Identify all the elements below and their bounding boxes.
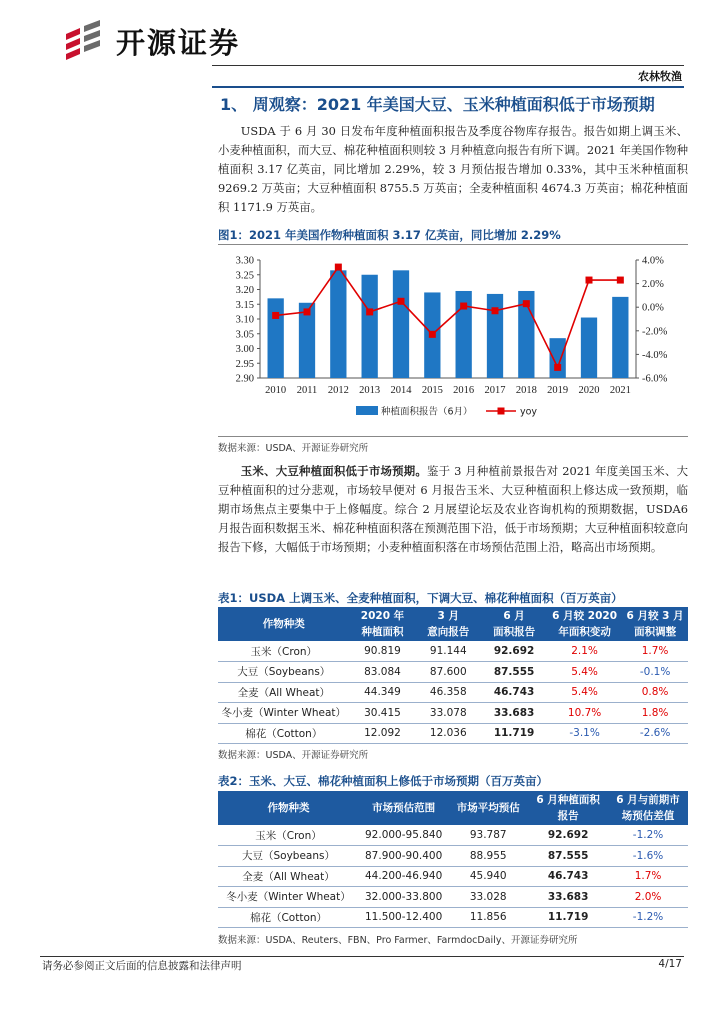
x-tick-label: 2021 — [609, 385, 631, 396]
table-cell: 33.683 — [528, 887, 608, 908]
table-cell: 90.819 — [350, 641, 416, 662]
table-cell: 2.0% — [608, 887, 688, 908]
right-tick-label: -4.0% — [642, 349, 668, 361]
x-tick-label: 2010 — [265, 385, 287, 396]
table-cell: 32.000-33.800 — [359, 887, 448, 908]
paragraph-lead: 玉米、大豆种植面积低于市场预期。 — [240, 464, 428, 478]
bar-2014 — [393, 270, 409, 378]
table2-header-0: 作物种类 — [218, 791, 359, 825]
left-tick-label: 2.90 — [235, 373, 254, 385]
table-row — [218, 907, 688, 928]
table-cell: 92.692 — [528, 825, 608, 846]
x-tick-label: 2018 — [515, 385, 537, 396]
table-cell: 87.600 — [415, 662, 481, 683]
legend-label-bar: 种植面积报告（6月） — [381, 406, 473, 418]
yoy-point-2011 — [304, 308, 311, 315]
table-cell: 92.000-95.840 — [359, 825, 448, 846]
table-cell: 11.719 — [481, 723, 547, 744]
table-cell: -1.2% — [608, 825, 688, 846]
table1-header-row — [218, 607, 688, 641]
yoy-point-2016 — [460, 303, 467, 310]
bar-2020 — [581, 318, 597, 378]
footer-rule — [40, 956, 684, 957]
yoy-point-2014 — [398, 298, 405, 305]
table1-header-4: 6 月较 2020 年面积变动 — [547, 607, 622, 641]
table1-header-5: 6 月较 3 月 面积调整 — [622, 607, 688, 641]
table-cell: 88.955 — [448, 846, 528, 867]
table-cell: 91.144 — [415, 641, 481, 662]
legend-swatch-bar — [356, 406, 378, 415]
table2-header-row — [218, 791, 688, 825]
table2 — [218, 791, 688, 928]
table-cell: 46.358 — [415, 682, 481, 703]
yoy-point-2019 — [554, 364, 561, 371]
table-cell: 45.940 — [448, 866, 528, 887]
table1-header-2: 3 月 意向报告 — [415, 607, 481, 641]
table-cell: 11.856 — [448, 907, 528, 928]
x-tick-label: 2014 — [390, 385, 412, 396]
table-cell: 33.078 — [415, 703, 481, 724]
x-axis-ticks — [265, 385, 631, 396]
yoy-point-2010 — [272, 312, 279, 319]
table-cell: -2.6% — [622, 723, 688, 744]
yoy-point-2017 — [492, 307, 499, 314]
left-tick-label: 3.20 — [235, 285, 254, 296]
footer-disclaimer: 请务必参阅正文后面的信息披露和法律声明 — [42, 960, 242, 972]
x-tick-label: 2013 — [359, 385, 381, 396]
table1-header-3: 6 月 面积报告 — [481, 607, 547, 641]
table-cell: 1.7% — [622, 641, 688, 662]
bar-series — [268, 270, 629, 378]
table-cell: 棉花（Cotton） — [218, 907, 359, 928]
right-tick-label: 2.0% — [642, 279, 664, 291]
right-tick-label: 4.0% — [642, 255, 664, 267]
table-cell: 33.683 — [481, 703, 547, 724]
table-cell: 冬小麦（Winter Wheat） — [218, 887, 359, 908]
bar-2010 — [268, 298, 284, 378]
table-row — [218, 682, 688, 703]
bar-2021 — [612, 297, 628, 378]
table2-header-1: 市场预估范围 — [359, 791, 448, 825]
legend-label-line: yoy — [520, 406, 538, 418]
left-tick-label: 3.15 — [235, 299, 254, 311]
table-cell: 46.743 — [528, 866, 608, 887]
table-cell: -3.1% — [547, 723, 622, 744]
left-tick-label: 3.10 — [235, 314, 254, 326]
table-cell: 玉米（Cron） — [218, 825, 359, 846]
header-category: 农林牧渔 — [638, 70, 682, 83]
table1 — [218, 607, 688, 744]
table-cell: 10.7% — [547, 703, 622, 724]
table-cell: 46.743 — [481, 682, 547, 703]
table-cell: 棉花（Cotton） — [218, 723, 350, 744]
table2-header-4: 6 月与前期市 场预估差值 — [608, 791, 688, 825]
table-cell: 33.028 — [448, 887, 528, 908]
figure1-top-rule — [218, 244, 688, 245]
yoy-line — [276, 267, 621, 367]
right-tick-label: -2.0% — [642, 326, 668, 338]
table-cell: 11.719 — [528, 907, 608, 928]
yoy-point-2020 — [586, 277, 593, 284]
paragraph-body: 鉴于 3 月种植前景报告对 2021 年度美国玉米、大豆种植面积的过分悲观，市场较早便对 6 月报告玉米、大豆种植面积上修达成一致预期，临期市场焦点主要集中于上修幅度。综合 2 月展望论坛及农业咨询机构的预期数据，USDA6 月报告面积数据玉米、棉花种植面积落在预测范围下沿，低于市场预期；大豆种植面积较意向报告下修，大幅低于市场预期；小麦种植面积落在市场预估范围上沿，略高出市场预期。 — [218, 464, 688, 554]
table-cell: 87.555 — [528, 846, 608, 867]
table-cell: 1.8% — [622, 703, 688, 724]
right-tick-label: -6.0% — [642, 373, 668, 385]
table-cell: 12.036 — [415, 723, 481, 744]
table-cell: 12.092 — [350, 723, 416, 744]
table-cell: 玉米（Cron） — [218, 641, 350, 662]
table-cell: -1.6% — [608, 846, 688, 867]
x-tick-label: 2012 — [327, 385, 349, 396]
table2-source: 数据来源：USDA、Reuters、FBN、Pro Farmer、FarmdocDaily、开源证券研究所 — [218, 935, 578, 946]
table1-header-1: 2020 年 种植面积 — [350, 607, 416, 641]
left-tick-label: 3.05 — [235, 329, 254, 341]
brand-name: 开源证券 — [116, 25, 241, 60]
table-cell: 冬小麦（Winter Wheat） — [218, 703, 350, 724]
figure1-source: 数据来源：USDA、开源证券研究所 — [218, 443, 369, 454]
yoy-point-2018 — [523, 300, 530, 307]
table-row — [218, 641, 688, 662]
x-tick-label: 2015 — [421, 385, 443, 396]
table-cell: 83.084 — [350, 662, 416, 683]
brand-mark-icon — [62, 20, 106, 62]
yoy-line-series — [272, 264, 624, 371]
table-cell: 92.692 — [481, 641, 547, 662]
yoy-point-2021 — [617, 277, 624, 284]
bar-2012 — [330, 270, 346, 378]
table-cell: -1.2% — [608, 907, 688, 928]
figure1-title: 图1：2021 年美国作物种植面积 3.17 亿英亩，同比增加 2.29% — [218, 228, 561, 242]
header-rule — [212, 65, 684, 66]
right-tick-label: 0.0% — [642, 302, 664, 314]
table-cell: 全麦（All Wheat） — [218, 682, 350, 703]
table-row — [218, 825, 688, 846]
table-row — [218, 887, 688, 908]
x-tick-label: 2020 — [578, 385, 600, 396]
left-tick-label: 3.00 — [235, 344, 254, 355]
table1-title: 表1：USDA 上调玉米、全麦种植面积，下调大豆、棉花种植面积（百万英亩） — [218, 591, 623, 605]
table-row — [218, 662, 688, 683]
brand-logo — [62, 20, 240, 62]
table-cell: 87.900-90.400 — [359, 846, 448, 867]
table-row — [218, 723, 688, 744]
bar-2019 — [550, 338, 566, 378]
table2-header-3: 6 月种植面积 报告 — [528, 791, 608, 825]
figure1-bottom-rule — [218, 436, 688, 437]
x-tick-label: 2019 — [547, 385, 569, 396]
table-cell: 2.1% — [547, 641, 622, 662]
table-cell: 0.8% — [622, 682, 688, 703]
table2-title: 表2：玉米、大豆、棉花种植面积上修低于市场预期（百万英亩） — [218, 774, 548, 788]
table-row — [218, 703, 688, 724]
table-cell: 5.4% — [547, 662, 622, 683]
table-cell: 87.555 — [481, 662, 547, 683]
paragraph-market-expectation — [218, 462, 688, 557]
right-axis — [636, 256, 668, 385]
legend-swatch-marker — [498, 408, 505, 415]
table-cell: 大豆（Soybeans） — [218, 662, 350, 683]
x-tick-label: 2016 — [453, 385, 475, 396]
table-cell: 44.200-46.940 — [359, 866, 448, 887]
table1-header-0: 作物种类 — [218, 607, 350, 641]
left-tick-label: 3.30 — [235, 255, 254, 267]
table2-header-2: 市场平均预估 — [448, 791, 528, 825]
x-tick-label: 2017 — [484, 385, 506, 396]
table-cell: -0.1% — [622, 662, 688, 683]
table-cell: 93.787 — [448, 825, 528, 846]
table-cell: 1.7% — [608, 866, 688, 887]
x-tick-label: 2011 — [296, 385, 318, 396]
table1-source: 数据来源：USDA、开源证券研究所 — [218, 750, 369, 761]
section-title: 1、 周观察：2021 年美国大豆、玉米种植面积低于市场预期 — [220, 95, 655, 114]
yoy-point-2015 — [429, 331, 436, 338]
table-cell: 5.4% — [547, 682, 622, 703]
left-tick-label: 3.25 — [235, 270, 254, 282]
planted-area-chart — [218, 248, 688, 428]
table-cell: 44.349 — [350, 682, 416, 703]
bar-2017 — [487, 294, 503, 378]
page-number: 4/17 — [658, 958, 682, 970]
yoy-point-2013 — [366, 308, 373, 315]
table-cell: 大豆（Soybeans） — [218, 846, 359, 867]
table-cell: 30.415 — [350, 703, 416, 724]
bar-2013 — [362, 275, 378, 378]
chart-legend — [356, 406, 537, 418]
table-row — [218, 846, 688, 867]
yoy-point-2012 — [335, 264, 342, 271]
left-tick-label: 2.95 — [235, 358, 254, 370]
paragraph-usda-report: USDA 于 6 月 30 日发布年度种植面积报告及季度谷物库存报告。报告如期上调玉米、小麦种植面积，而大豆、棉花种植面积则较 3 月种植意向报告有所下调。2021 年美国作物种植面积 3.17 亿英亩，同比增加 2.29%，较 3 月预估报告增加 0.33%，其中玉米种植面积 9269.2 万英亩；大豆种植面积 8755.5 万英亩；全麦种植面积 4674.3 万英亩；棉花种植面积 1171.9 万英亩。 — [218, 124, 688, 214]
table-cell: 11.500-12.400 — [359, 907, 448, 928]
table-row — [218, 866, 688, 887]
table-cell: 全麦（All Wheat） — [218, 866, 359, 887]
header-rule-accent — [212, 86, 684, 88]
